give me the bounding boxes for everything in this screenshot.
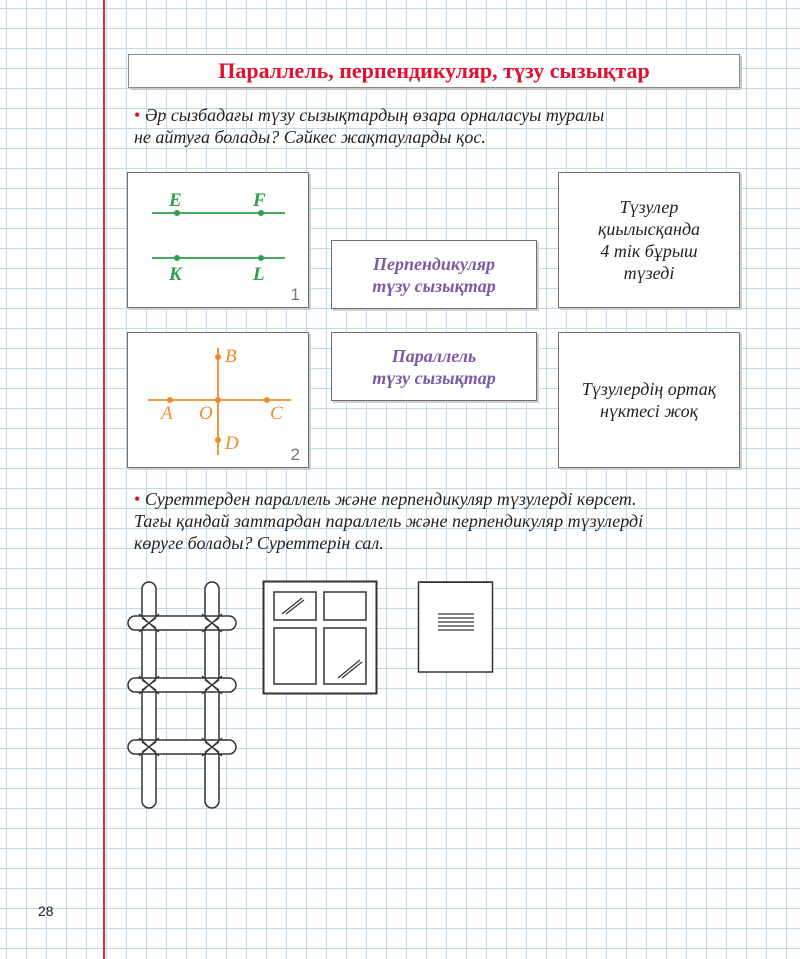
point-d: [215, 437, 221, 443]
label-e: E: [169, 190, 182, 211]
ladder-icon: [124, 578, 240, 812]
task-1-line-2: не айтуға болады? Сәйкес жақтауларды қос.: [134, 127, 486, 147]
parallel-lines-diagram: [128, 173, 310, 309]
figure-2-card[interactable]: [127, 332, 309, 468]
figure-2-number: 2: [290, 445, 300, 464]
property-1-line-2: қиылысқанда: [597, 219, 701, 239]
figure-1-number: 1: [290, 285, 300, 304]
bullet-icon: •: [134, 489, 141, 509]
label-a: A: [161, 403, 173, 424]
perpendicular-label-line-2: түзу сызықтар: [372, 275, 496, 296]
task-1-line-1: Әр сызбадағы түзу сызықтардың өзара орналасуы туралы: [144, 105, 605, 125]
property-1-line-1: Түзулер: [619, 197, 679, 217]
point-o: [215, 397, 221, 403]
property-2-line-2: нүктесі жоқ: [599, 401, 699, 421]
parallel-label-line-1: Параллель: [391, 345, 477, 366]
label-l: L: [253, 264, 265, 285]
label-o: O: [199, 403, 213, 424]
property-1-line-4: түзеді: [623, 263, 675, 283]
task-2: [134, 488, 643, 554]
label-b: B: [225, 346, 237, 367]
task-2-line-1: Суреттерден параллель және перпендикуляр түзулерді көрсет.: [144, 489, 637, 509]
property-1-line-3: 4 тік бұрыш: [600, 241, 698, 261]
property-card-2[interactable]: [558, 332, 740, 468]
page-title: Параллель, перпендикуляр, түзу сызықтар: [128, 54, 740, 88]
book-icon: [417, 580, 495, 674]
page-number: 28: [38, 903, 54, 919]
property-card-1[interactable]: [558, 172, 740, 308]
task-2-line-3: көруге болады? Суреттерін сал.: [134, 533, 384, 553]
point-k: [174, 255, 180, 261]
point-l: [258, 255, 264, 261]
figure-1-card[interactable]: [127, 172, 309, 308]
label-k: K: [169, 264, 182, 285]
margin-line: [103, 0, 105, 959]
parallel-label-line-2: түзу сызықтар: [372, 367, 496, 388]
label-c: C: [270, 403, 283, 424]
property-2-line-1: Түзулердің ортақ: [581, 379, 717, 399]
task-1: [134, 104, 604, 148]
bullet-icon: •: [134, 105, 141, 125]
perpendicular-lines-diagram: [128, 333, 310, 469]
perpendicular-label-line-1: Перпендикуляр: [372, 253, 496, 274]
label-f: F: [253, 190, 266, 211]
point-b: [215, 354, 221, 360]
parallel-label-card[interactable]: [331, 332, 537, 401]
window-icon: [262, 580, 378, 696]
label-d: D: [225, 433, 239, 454]
task-2-line-2: Тағы қандай заттардан параллель және перпендикуляр түзулерді: [134, 511, 644, 531]
perpendicular-label-card[interactable]: [331, 240, 537, 309]
